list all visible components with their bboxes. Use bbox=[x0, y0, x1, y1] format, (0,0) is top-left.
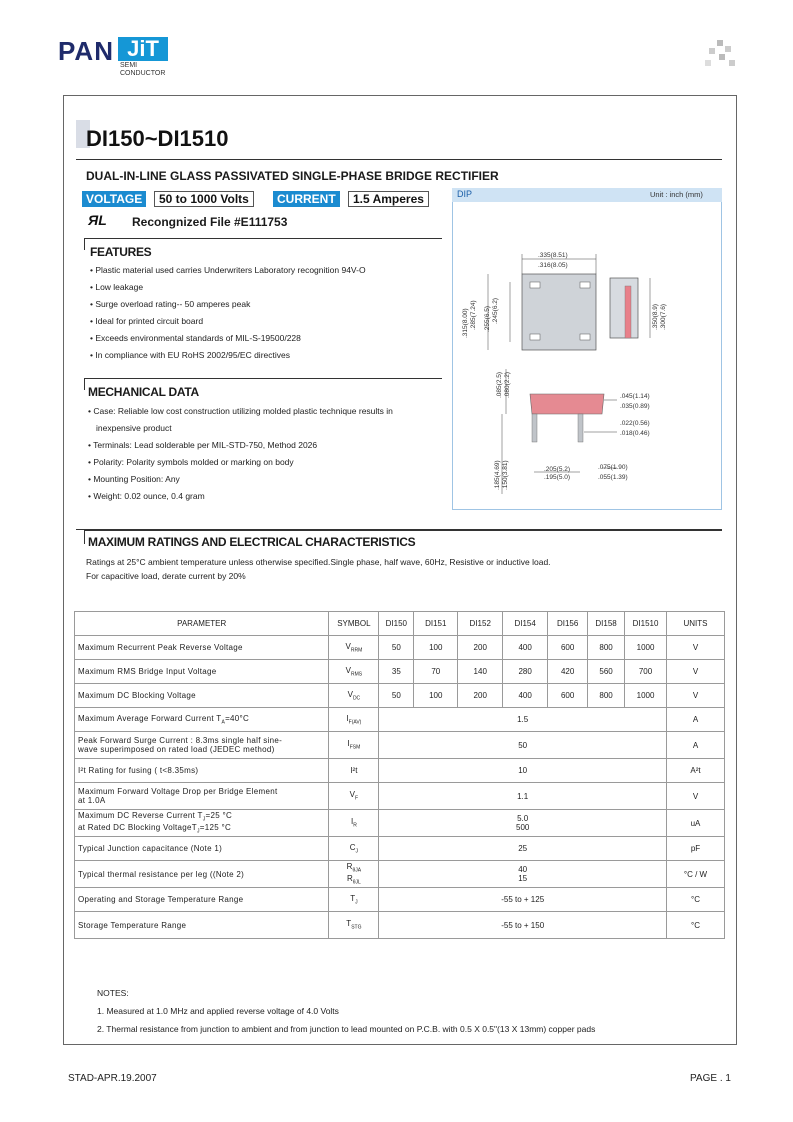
dim-label: .150(3.81) bbox=[502, 460, 509, 490]
header-di152: DI152 bbox=[458, 612, 503, 636]
value-cell: 600 bbox=[548, 684, 588, 708]
param-cell: I²t Rating for fusing ( t<8.35ms) bbox=[75, 759, 329, 783]
value-cell: 100 bbox=[414, 636, 458, 660]
dim-label: .085(2.5) bbox=[496, 371, 503, 398]
mechanical-list bbox=[88, 406, 393, 508]
list-item: • Terminals: Lead solderable per MIL-STD-750, Method 2026 bbox=[88, 440, 318, 450]
symbol-cell: $V_{RRM}$ bbox=[329, 636, 379, 660]
table-row bbox=[75, 732, 725, 759]
value-cell: 40 15 bbox=[379, 861, 667, 888]
symbol-cell: $R_{\theta JA}$ $R_{\theta JL}$ bbox=[329, 861, 379, 888]
value-cell: 50 bbox=[379, 684, 414, 708]
param-cell: Maximum RMS Bridge Input Voltage bbox=[75, 660, 329, 684]
dim-label: .205(5.2) bbox=[544, 466, 571, 473]
value-cell: 700 bbox=[625, 660, 667, 684]
list-item: • Low leakage bbox=[90, 282, 144, 292]
unit-cell: A bbox=[667, 732, 725, 759]
product-subtitle: DUAL-IN-LINE GLASS PASSIVATED SINGLE-PHASE BRIDGE RECTIFIER bbox=[86, 169, 499, 183]
table-row bbox=[75, 888, 725, 912]
header-di158: DI158 bbox=[588, 612, 625, 636]
unit-cell: A bbox=[667, 708, 725, 732]
unit-cell: °C / W bbox=[667, 861, 725, 888]
list-item: • Polarity: Polarity symbols molded or marking on body bbox=[88, 457, 294, 467]
dim-label: .195(5.0) bbox=[544, 474, 571, 481]
symbol-cell: $T_J$ bbox=[329, 888, 379, 912]
list-item: • Plastic material used carries Underwriters Laboratory recognition 94V-O bbox=[90, 265, 366, 275]
header-parameter: PARAMETER bbox=[75, 612, 329, 636]
dim-label: .285(7.24) bbox=[470, 300, 477, 330]
header-units: UNITS bbox=[667, 612, 725, 636]
dim-label: .255(6.5) bbox=[484, 305, 491, 332]
param-cell: Maximum Recurrent Peak Reverse Voltage bbox=[75, 636, 329, 660]
brand-sub-line-2: CONDUCTOR bbox=[120, 70, 166, 77]
value-cell: 280 bbox=[503, 660, 548, 684]
dim-label: .185(4.69) bbox=[494, 460, 501, 490]
symbol-cell: $I_R$ bbox=[329, 810, 379, 837]
list-item: • Exceeds environmental standards of MIL-S-19500/228 bbox=[90, 333, 301, 343]
current-label: CURRENT bbox=[273, 191, 340, 207]
brand-logo-pan: PAN bbox=[58, 36, 114, 66]
table-row bbox=[75, 684, 725, 708]
header-symbol: SYMBOL bbox=[329, 612, 379, 636]
table-row bbox=[75, 636, 725, 660]
symbol-cell: $V_{DC}$ bbox=[329, 684, 379, 708]
mechanical-title: MECHANICAL DATA bbox=[88, 385, 199, 399]
list-item: inexpensive product bbox=[96, 423, 172, 433]
value-cell: 1000 bbox=[625, 684, 667, 708]
header-di1510: DI1510 bbox=[625, 612, 667, 636]
dim-label: .035(0.89) bbox=[620, 403, 650, 410]
value-cell: 200 bbox=[458, 684, 503, 708]
param-cell: Storage Temperature Range bbox=[75, 912, 329, 939]
features-title: FEATURES bbox=[90, 245, 152, 259]
table-row bbox=[75, 810, 725, 837]
current-value: 1.5 Amperes bbox=[348, 191, 429, 207]
list-item: • Ideal for printed circuit board bbox=[90, 316, 204, 326]
brand-subtitle bbox=[120, 62, 165, 78]
symbol-cell: $T_{STG}$ bbox=[329, 912, 379, 939]
dim-label: .022(0.56) bbox=[620, 420, 650, 427]
dim-label: .300(7.6) bbox=[660, 303, 667, 330]
page-title: DI150~DI1510 bbox=[86, 126, 229, 151]
value-cell: 140 bbox=[458, 660, 503, 684]
dim-label: .316(8.05) bbox=[538, 262, 568, 269]
symbol-cell: I²t bbox=[329, 759, 379, 783]
dim-label: .315(8.00) bbox=[462, 308, 469, 338]
param-cell: Maximum Average Forward Current $T_A=40^\circ C$ bbox=[75, 708, 329, 732]
table-row bbox=[75, 861, 725, 888]
list-item: • Case: Reliable low cost construction utilizing molded plastic technique results in bbox=[88, 406, 393, 416]
voltage-label: VOLTAGE bbox=[82, 191, 146, 207]
note-item: 2. Thermal resistance from junction to ambient and from junction to lead mounted on P.C.B. with 0.5 X 0.5"(13 X 13mm) copper pads bbox=[97, 1024, 596, 1034]
param-cell: Operating and Storage Temperature Range bbox=[75, 888, 329, 912]
list-item: • Surge overload rating-- 50 amperes peak bbox=[90, 299, 251, 309]
param-cell: Peak Forward Surge Current : 8.3ms single half sine- wave superimposed on rated load (JEDEC method) bbox=[75, 732, 329, 759]
note-item: 1. Measured at 1.0 MHz and applied reverse voltage of 4.0 Volts bbox=[97, 1006, 339, 1016]
dim-label: .335(8.51) bbox=[538, 252, 568, 259]
value-cell: 1000 bbox=[625, 636, 667, 660]
param-cell: Maximum Forward Voltage Drop per Bridge Element at 1.0A bbox=[75, 783, 329, 810]
header-di151: DI151 bbox=[414, 612, 458, 636]
value-cell: -55 to + 150 bbox=[379, 912, 667, 939]
unit-cell: V bbox=[667, 636, 725, 660]
list-item: • Weight: 0.02 ounce, 0.4 gram bbox=[88, 491, 205, 501]
dim-label: .080(2.2) bbox=[504, 371, 511, 398]
ratings-table bbox=[74, 611, 725, 939]
symbol-cell: $I_{FSM}$ bbox=[329, 732, 379, 759]
ul-recognition: Recongnized File #E111753 bbox=[132, 215, 288, 229]
value-cell: 400 bbox=[503, 636, 548, 660]
unit-cell: A²t bbox=[667, 759, 725, 783]
table-row bbox=[75, 837, 725, 861]
param-cell: Maximum DC Blocking Voltage bbox=[75, 684, 329, 708]
unit-cell: pF bbox=[667, 837, 725, 861]
dip-label: DIP bbox=[457, 189, 473, 199]
value-cell: 800 bbox=[588, 684, 625, 708]
list-item: • In compliance with EU RoHS 2002/95/EC directives bbox=[90, 350, 290, 360]
unit-cell: V bbox=[667, 783, 725, 810]
table-row bbox=[75, 783, 725, 810]
unit-cell: °C bbox=[667, 912, 725, 939]
dim-label: .245(6.2) bbox=[492, 297, 499, 324]
dim-label: .045(1.14) bbox=[620, 393, 650, 400]
value-cell: 400 bbox=[503, 684, 548, 708]
unit-cell: uA bbox=[667, 810, 725, 837]
header-di150: DI150 bbox=[379, 612, 414, 636]
title-divider bbox=[76, 159, 722, 160]
voltage-value: 50 to 1000 Volts bbox=[154, 191, 254, 207]
symbol-cell: $V_F$ bbox=[329, 783, 379, 810]
value-cell: 200 bbox=[458, 636, 503, 660]
value-cell: 25 bbox=[379, 837, 667, 861]
brand-logo-jit: JiT bbox=[118, 37, 168, 61]
unit-cell: V bbox=[667, 684, 725, 708]
list-item: • Mounting Position: Any bbox=[88, 474, 180, 484]
dim-label: .018(0.46) bbox=[620, 430, 650, 437]
symbol-cell: $V_{RMS}$ bbox=[329, 660, 379, 684]
dim-label: .350(8.9) bbox=[652, 303, 659, 330]
value-cell: -55 to + 125 bbox=[379, 888, 667, 912]
table-row bbox=[75, 912, 725, 939]
unit-cell: °C bbox=[667, 888, 725, 912]
symbol-cell: $C_J$ bbox=[329, 837, 379, 861]
dip-side-view-body bbox=[610, 278, 638, 338]
dip-front-view-body bbox=[530, 394, 604, 414]
value-cell: 420 bbox=[548, 660, 588, 684]
dip-unit: Unit : inch (mm) bbox=[650, 190, 703, 199]
value-cell: 5.0 500 bbox=[379, 810, 667, 837]
table-row bbox=[75, 660, 725, 684]
table-row bbox=[75, 708, 725, 732]
footer-page: PAGE . 1 bbox=[690, 1073, 731, 1084]
header-di154: DI154 bbox=[503, 612, 548, 636]
ratings-note-2: For capacitive load, derate current by 20% bbox=[86, 571, 246, 581]
value-cell: 70 bbox=[414, 660, 458, 684]
value-cell: 560 bbox=[588, 660, 625, 684]
dip-package-drawing bbox=[452, 204, 722, 510]
footer-date: STAD-APR.19.2007 bbox=[68, 1073, 157, 1084]
value-cell: 600 bbox=[548, 636, 588, 660]
header-di156: DI156 bbox=[548, 612, 588, 636]
ratings-note-1: Ratings at 25°C ambient temperature unless otherwise specified.Single phase, half wave, 60Hz, Resistive or inductive load. bbox=[86, 557, 551, 567]
ul-logo-icon: ЯL bbox=[88, 212, 107, 228]
value-cell: 1.1 bbox=[379, 783, 667, 810]
param-cell: Maximum DC Reverse Current $T_J=25$ °C at Rated DC Blocking VoltageT$_J$=125 °C bbox=[75, 810, 329, 837]
value-cell: 50 bbox=[379, 732, 667, 759]
dim-label: .075(1.90) bbox=[598, 464, 628, 471]
features-list bbox=[90, 265, 366, 367]
value-cell: 1.5 bbox=[379, 708, 667, 732]
param-cell: Typical Junction capacitance (Note 1) bbox=[75, 837, 329, 861]
ratings-title: MAXIMUM RATINGS AND ELECTRICAL CHARACTERISTICS bbox=[88, 535, 416, 549]
notes-title: NOTES: bbox=[97, 988, 129, 998]
table-row bbox=[75, 759, 725, 783]
brand-sub-line-1: SEMI bbox=[120, 62, 138, 69]
dim-label: .055(1.39) bbox=[598, 474, 628, 481]
corner-pattern-icon bbox=[705, 40, 737, 68]
table-header-row bbox=[75, 612, 725, 636]
value-cell: 35 bbox=[379, 660, 414, 684]
param-cell: Typical thermal resistance per leg ((Note 2) bbox=[75, 861, 329, 888]
value-cell: 10 bbox=[379, 759, 667, 783]
value-cell: 50 bbox=[379, 636, 414, 660]
symbol-cell: $I_{F(AV)}$ bbox=[329, 708, 379, 732]
unit-cell: V bbox=[667, 660, 725, 684]
value-cell: 800 bbox=[588, 636, 625, 660]
value-cell: 100 bbox=[414, 684, 458, 708]
